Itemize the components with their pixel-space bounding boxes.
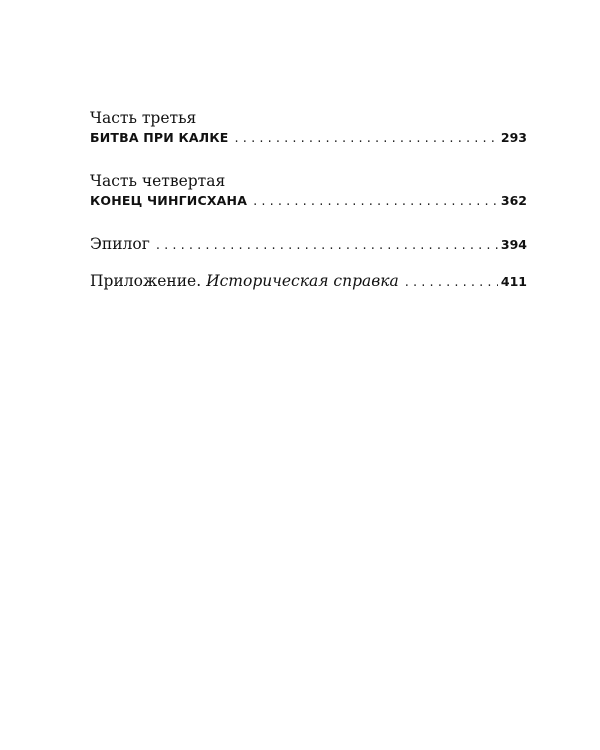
page-number: 362	[500, 193, 527, 208]
toc-appendix	[90, 271, 527, 293]
toc-entry	[90, 234, 527, 256]
toc-entry	[90, 191, 527, 212]
toc-epilogue	[90, 234, 527, 256]
dot-leader	[235, 129, 498, 149]
table-of-contents	[90, 108, 527, 293]
toc-part-four	[90, 171, 527, 212]
page-number: 293	[500, 130, 527, 145]
part-heading: Часть третья	[90, 109, 197, 127]
entry-title: КОНЕЦ ЧИНГИСХАНА	[90, 193, 248, 208]
entry-title: Эпилог	[90, 235, 150, 253]
page-number: 394	[500, 237, 527, 252]
dot-leader	[253, 192, 498, 212]
entry-title	[90, 271, 399, 291]
dot-leader	[156, 236, 498, 256]
toc-part-three	[90, 108, 527, 149]
dot-leader	[405, 273, 498, 293]
entry-title: БИТВА ПРИ КАЛКЕ	[90, 130, 229, 145]
toc-entry	[90, 128, 527, 149]
toc-entry	[90, 271, 527, 293]
part-heading: Часть четвертая	[90, 172, 226, 190]
page-number: 411	[500, 274, 527, 289]
appendix-subtitle: Историческая справка	[206, 272, 399, 290]
appendix-label: Приложение.	[90, 272, 202, 290]
